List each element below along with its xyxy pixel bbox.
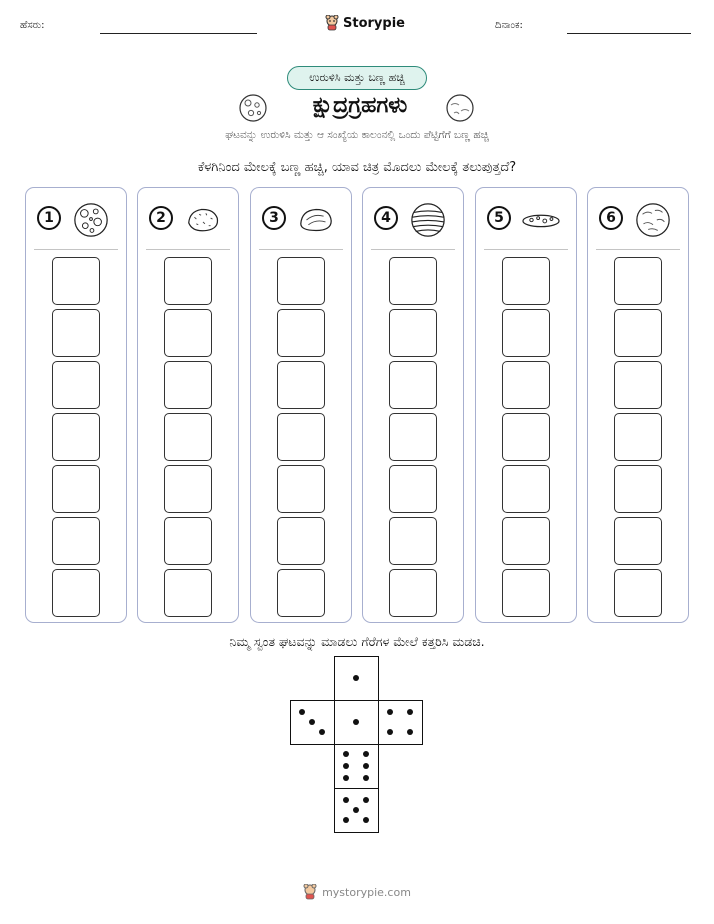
column-divider xyxy=(34,249,118,250)
color-box[interactable] xyxy=(52,569,100,617)
dice-pip xyxy=(343,763,349,769)
dice-pip xyxy=(299,709,305,715)
dice-pip xyxy=(363,817,369,823)
dice-instruction: ನಿಮ್ಮ ಸ್ವಂತ ಘಟವನ್ನು ಮಾಡಲು ಗೆರೆಗಳ ಮೇಲೆ ಕತ್ತರಿಸಿ ಮಡಚಿ. xyxy=(229,634,485,649)
name-line[interactable] xyxy=(100,33,257,34)
dice-pip xyxy=(353,807,359,813)
page-title: ಕ್ಷುದ್ರಗ್ರಹಗಳು xyxy=(312,93,408,118)
dice-face-6 xyxy=(334,744,379,789)
dice-pip xyxy=(353,719,359,725)
column-1 xyxy=(25,187,127,623)
dice-pip xyxy=(343,797,349,803)
column-divider xyxy=(371,249,455,250)
dice-face-3 xyxy=(290,700,335,745)
column-divider xyxy=(484,249,568,250)
color-box[interactable] xyxy=(389,361,437,409)
mascot-icon xyxy=(325,15,339,31)
dice-pip xyxy=(309,719,315,725)
color-box[interactable] xyxy=(614,257,662,305)
color-box[interactable] xyxy=(164,309,212,357)
footer xyxy=(0,884,714,900)
dice-pip xyxy=(343,775,349,781)
color-box[interactable] xyxy=(389,413,437,461)
column-5 xyxy=(475,187,577,623)
question: ಕೆಳಗಿನಿಂದ ಮೇಲಕ್ಕೆ ಬಣ್ಣ ಹಚ್ಚಿ, ಯಾವ ಚಿತ್ರ ಮೊದಲು ಮೇಲಕ್ಕೆ ತಲುಪುತ್ತದೆ? xyxy=(197,160,517,175)
color-box[interactable] xyxy=(389,517,437,565)
brand-name: Storypie xyxy=(343,15,405,31)
column-number: 5 xyxy=(487,206,511,230)
dice-pip xyxy=(363,797,369,803)
column-3 xyxy=(250,187,352,623)
mascot-icon xyxy=(303,884,317,900)
color-box[interactable] xyxy=(502,361,550,409)
dice-pip xyxy=(319,729,325,735)
dice-pip xyxy=(363,763,369,769)
color-box[interactable] xyxy=(614,361,662,409)
color-box[interactable] xyxy=(277,309,325,357)
color-box[interactable] xyxy=(389,309,437,357)
flat-asteroid-icon xyxy=(522,201,560,239)
color-box[interactable] xyxy=(164,413,212,461)
color-box[interactable] xyxy=(614,465,662,513)
color-box[interactable] xyxy=(614,569,662,617)
dice-pip xyxy=(387,729,393,735)
color-box[interactable] xyxy=(164,465,212,513)
color-box[interactable] xyxy=(614,309,662,357)
color-box[interactable] xyxy=(277,465,325,513)
color-box[interactable] xyxy=(164,257,212,305)
dice-pip xyxy=(407,709,413,715)
color-box[interactable] xyxy=(277,361,325,409)
dice-pip xyxy=(363,775,369,781)
rocky-asteroid-icon xyxy=(184,201,222,239)
dice-face-1 xyxy=(334,700,379,745)
date-label: ದಿನಾಂಕ: xyxy=(495,20,523,31)
color-box[interactable] xyxy=(164,361,212,409)
dice-face-1 xyxy=(334,656,379,701)
color-box[interactable] xyxy=(52,361,100,409)
dice-pip xyxy=(353,675,359,681)
color-box[interactable] xyxy=(277,517,325,565)
striped-planet-icon xyxy=(409,201,447,239)
color-box[interactable] xyxy=(52,309,100,357)
column-number: 2 xyxy=(149,206,173,230)
color-box[interactable] xyxy=(277,569,325,617)
column-6 xyxy=(587,187,689,623)
column-number: 4 xyxy=(374,206,398,230)
color-box[interactable] xyxy=(389,465,437,513)
color-box[interactable] xyxy=(389,569,437,617)
color-box[interactable] xyxy=(164,517,212,565)
right-asteroid-icon xyxy=(445,93,475,123)
dice-pip xyxy=(407,729,413,735)
name-label: ಹೆಸರು: xyxy=(20,20,45,31)
column-number: 1 xyxy=(37,206,61,230)
color-box[interactable] xyxy=(164,569,212,617)
brand-logo xyxy=(325,13,405,33)
dice-pip xyxy=(343,817,349,823)
color-box[interactable] xyxy=(502,257,550,305)
left-asteroid-icon xyxy=(238,93,268,123)
color-box[interactable] xyxy=(52,465,100,513)
color-box[interactable] xyxy=(502,517,550,565)
color-box[interactable] xyxy=(502,309,550,357)
column-2 xyxy=(137,187,239,623)
color-box[interactable] xyxy=(502,413,550,461)
color-box[interactable] xyxy=(502,465,550,513)
footer-site[interactable]: mystorypie.com xyxy=(322,885,411,899)
color-box[interactable] xyxy=(614,517,662,565)
color-box[interactable] xyxy=(52,413,100,461)
column-divider xyxy=(596,249,680,250)
color-box[interactable] xyxy=(389,257,437,305)
dice-pip xyxy=(343,751,349,757)
column-divider xyxy=(259,249,343,250)
dice-face-5 xyxy=(334,788,379,833)
color-box[interactable] xyxy=(277,413,325,461)
cratered-asteroid-icon xyxy=(72,201,110,239)
color-box[interactable] xyxy=(52,517,100,565)
dice-pip xyxy=(363,751,369,757)
column-number: 3 xyxy=(262,206,286,230)
color-box[interactable] xyxy=(277,257,325,305)
dice-face-4 xyxy=(378,700,423,745)
column-4 xyxy=(362,187,464,623)
date-line[interactable] xyxy=(567,33,691,34)
activity-tag: ಉರುಳಿಸಿ ಮತ್ತು ಬಣ್ಣ ಹಚ್ಚಿ xyxy=(287,66,427,90)
color-box[interactable] xyxy=(502,569,550,617)
color-box[interactable] xyxy=(52,257,100,305)
column-divider xyxy=(146,249,230,250)
dice-pip xyxy=(387,709,393,715)
column-number: 6 xyxy=(599,206,623,230)
smooth-asteroid-icon xyxy=(297,201,335,239)
round-asteroid-icon xyxy=(634,201,672,239)
color-box[interactable] xyxy=(614,413,662,461)
subtitle: ಘಟವನ್ನು ಉರುಳಿಸಿ ಮತ್ತು ಆ ಸಂಖ್ಯೆಯ ಕಾಲಂನಲ್ಲಿ ಒಂದು ಪೆಟ್ಟಿಗೆಗೆ ಬಣ್ಣ ಹಚ್ಚಿ xyxy=(225,129,489,141)
